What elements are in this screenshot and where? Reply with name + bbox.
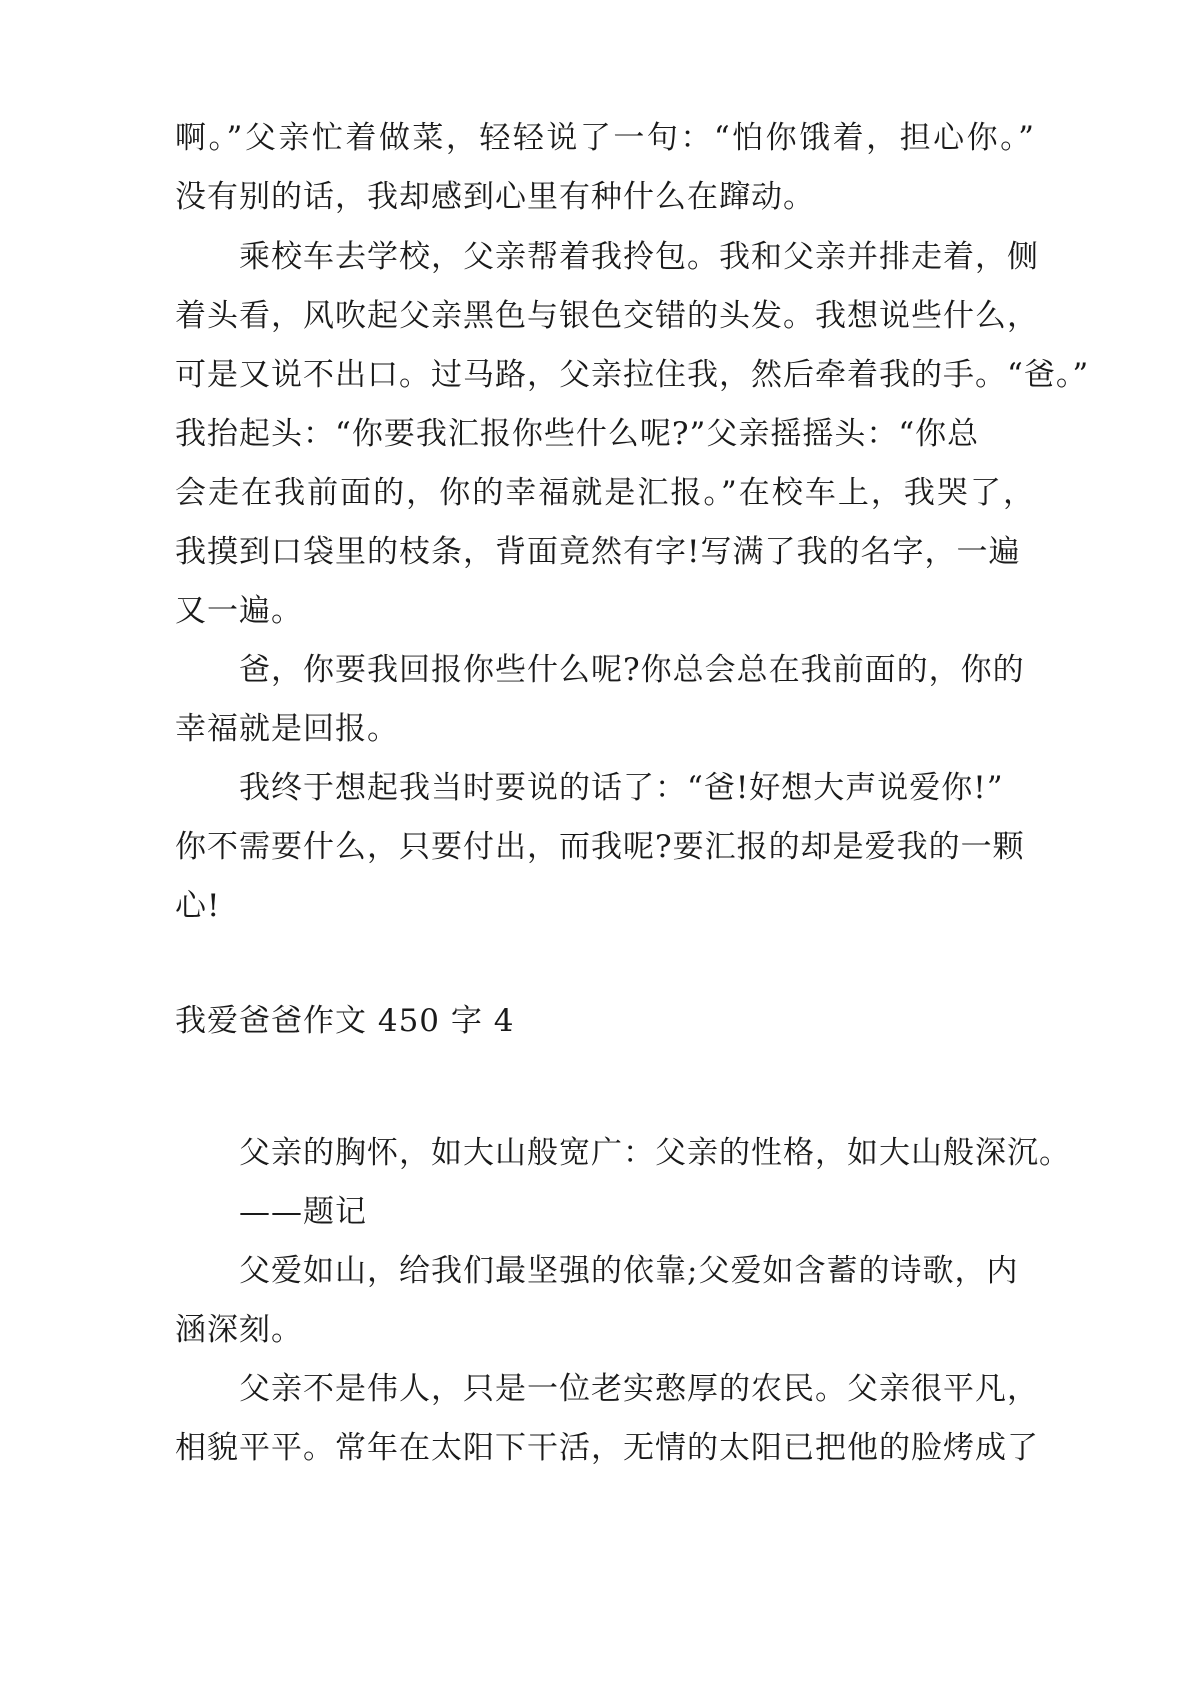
- text-line: ——题记: [239, 1194, 367, 1230]
- text-line: 父亲的胸怀，如大山般宽广：父亲的性格，如大山般深沉。: [239, 1135, 1071, 1171]
- text-line: 父亲不是伟人，只是一位老实憨厚的农民。父亲很平凡，: [239, 1371, 1039, 1407]
- text-line: 父爱如山，给我们最坚强的依靠;父爱如含蓄的诗歌，内: [239, 1253, 1019, 1289]
- text-line: 爸，你要我回报你些什么呢?你总会总在我前面的，你的: [239, 652, 1025, 688]
- text-line: 乘校车去学校，父亲帮着我拎包。我和父亲并排走着，侧: [239, 239, 1039, 275]
- text-line: 我摸到口袋里的枝条，背面竟然有字!写满了我的名字，一遍: [175, 534, 1021, 570]
- text-line: 可是又说不出口。过马路，父亲拉住我，然后牵着我的手。“爸。”: [175, 357, 1090, 393]
- text-line: 我终于想起我当时要说的话了：“爸!好想大声说爱你!”: [239, 770, 1004, 806]
- text-line: 又一遍。: [175, 593, 303, 629]
- text-line: 啊。”父亲忙着做菜，轻轻说了一句：“怕你饿着，担心你。”: [175, 120, 1035, 156]
- text-line: 你不需要什么，只要付出，而我呢?要汇报的却是爱我的一颗: [175, 829, 1025, 865]
- text-line: 我抬起头：“你要我汇报你些什么呢?”父亲摇摇头：“你总: [175, 416, 980, 452]
- section-title: 我爱爸爸作文 450 字 4: [175, 1003, 515, 1039]
- text-line: 相貌平平。常年在太阳下干活，无情的太阳已把他的脸烤成了: [175, 1430, 1039, 1466]
- text-line: 着头看，风吹起父亲黑色与银色交错的头发。我想说些什么，: [175, 298, 1039, 334]
- text-line: 涵深刻。: [175, 1312, 303, 1348]
- text-line: 幸福就是回报。: [175, 711, 399, 747]
- text-line: 心!: [175, 888, 221, 924]
- text-line: 会走在我前面的，你的幸福就是汇报。”在校车上，我哭了，: [175, 475, 1035, 511]
- text-line: 没有别的话，我却感到心里有种什么在蹿动。: [175, 179, 815, 215]
